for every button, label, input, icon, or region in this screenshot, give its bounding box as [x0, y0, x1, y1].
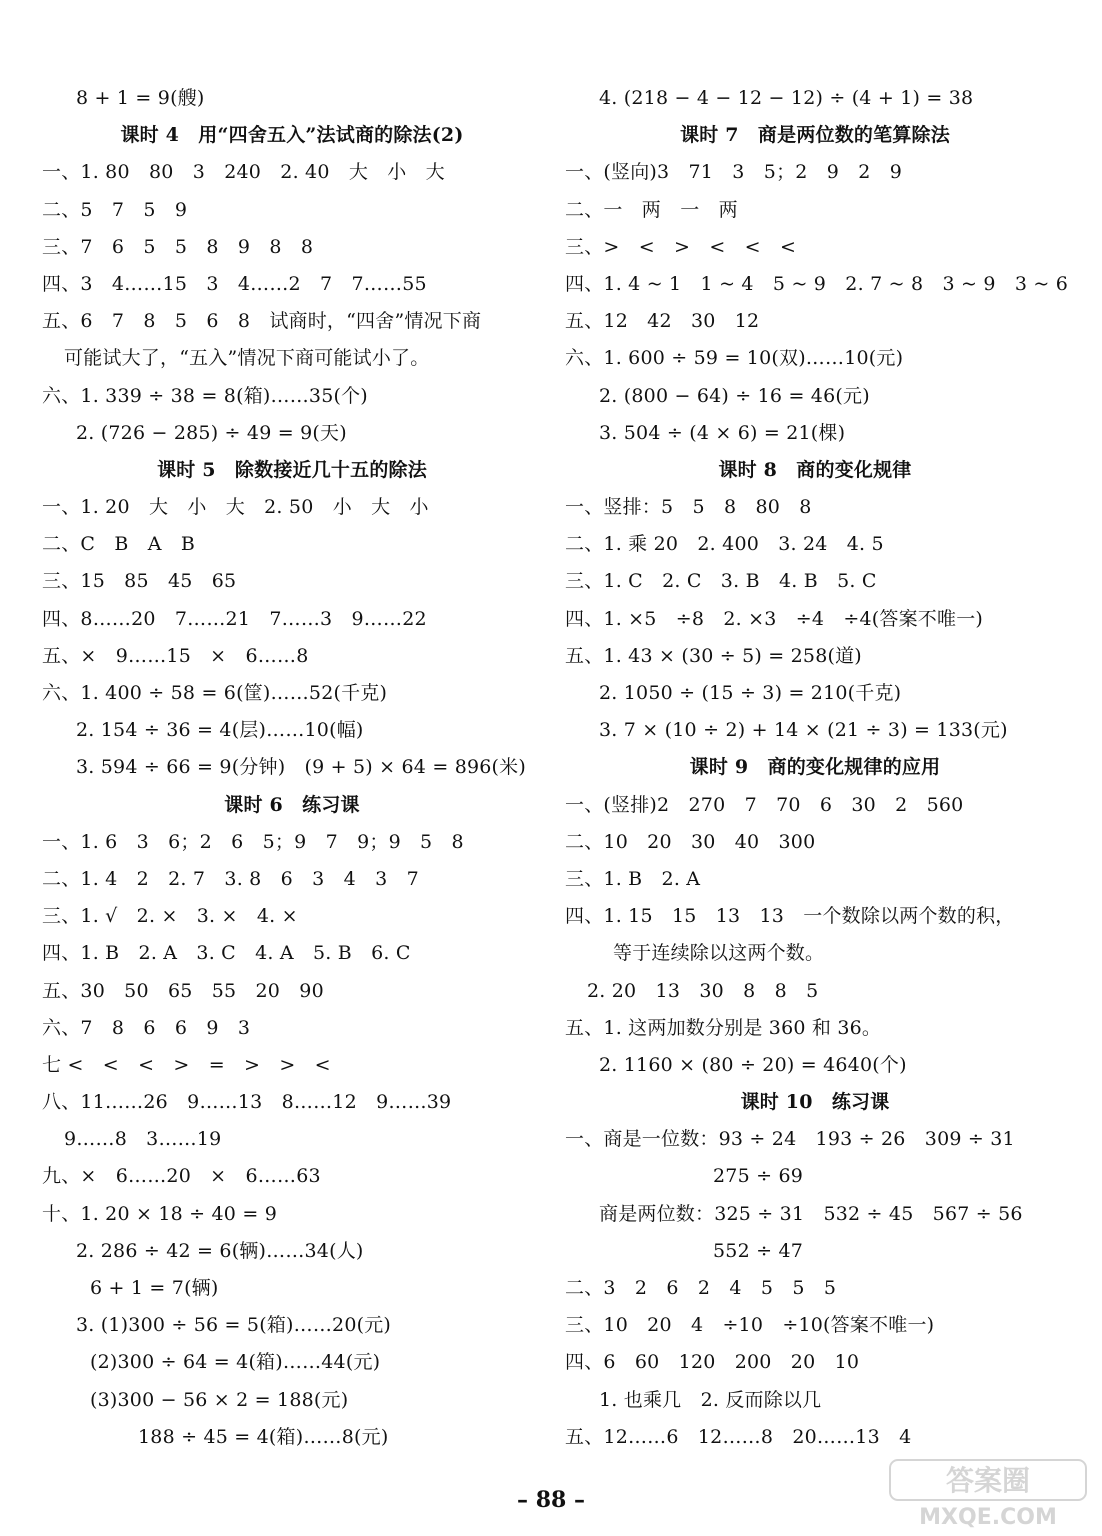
- answer-line: 等于连续除以这两个数。: [613, 942, 825, 965]
- answer-line: 五、6 7 8 5 6 8 试商时，“四舍”情况下商: [42, 310, 482, 333]
- answer-line: 3. 504 ÷ (4 × 6) = 21(棵): [599, 421, 846, 444]
- answer-line: 一、1. 20 大 小 大 2. 50 小 大 小: [42, 496, 429, 519]
- answer-line: 五、12 42 30 12: [565, 310, 760, 333]
- answer-line: 三、10 20 4 ÷10 ÷10(答案不唯一): [565, 1314, 935, 1337]
- answer-line: (3)300 − 56 × 2 = 188(元): [90, 1388, 349, 1411]
- answer-line: 七 < < < > = > > <: [42, 1053, 331, 1076]
- answer-line: 一、1. 6 3 6；2 6 5；9 7 9；9 5 8: [42, 830, 464, 853]
- answer-line: 九、× 6……20 × 6……63: [42, 1165, 321, 1188]
- answer-line: 一、1. 80 80 3 240 2. 40 大 小 大: [42, 161, 445, 184]
- answer-line: 552 ÷ 47: [713, 1239, 804, 1262]
- answer-line: 五、12……6 12……8 20……13 4: [565, 1425, 912, 1448]
- answer-line: 四、1. 4 ~ 1 1 ~ 4 5 ~ 9 2. 7 ~ 8 3 ~ 9 3 ~ 6: [565, 272, 1068, 295]
- answer-line: 二、1. 乘 20 2. 400 3. 24 4. 5: [565, 533, 884, 556]
- answer-line: 3. 7 × (10 ÷ 2) + 14 × (21 ÷ 3) = 133(元): [599, 719, 1008, 742]
- answer-line: 可能试大了，“五入”情况下商可能试小了。: [64, 347, 430, 370]
- answer-line: 188 ÷ 45 = 4(箱)……8(元): [138, 1425, 389, 1448]
- left-column: [42, 80, 542, 1456]
- lesson-heading: 课时 5 除数接近几十五的除法: [157, 458, 427, 481]
- answer-line: 五、1. 这两加数分别是 360 和 36。: [565, 1016, 882, 1039]
- answer-line: 2. 286 ÷ 42 = 6(辆)……34(人): [76, 1239, 364, 1262]
- answer-line: 2. 1050 ÷ (15 ÷ 3) = 210(千克): [599, 682, 902, 704]
- lesson-heading: 课时 9 商的变化规律的应用: [689, 756, 941, 779]
- lesson-heading: 课时 6 练习课: [224, 793, 360, 816]
- answer-line: 2. (726 − 285) ÷ 49 = 9(天): [76, 421, 347, 444]
- answer-line: 6 + 1 = 7(辆): [90, 1277, 219, 1299]
- answer-line: 4. (218 − 4 − 12 − 12) ÷ (4 + 1) = 38: [599, 87, 974, 109]
- answer-line: 四、1. ×5 ÷8 2. ×3 ÷4 ÷4(答案不唯一): [565, 607, 984, 630]
- answer-line: 3. 594 ÷ 66 = 9(分钟) (9 + 5) × 64 = 896(米): [76, 756, 526, 779]
- answer-line: 六、7 8 6 6 9 3: [42, 1016, 251, 1039]
- answer-line: 二、1. 4 2 2. 7 3. 8 6 3 4 3 7: [42, 867, 419, 890]
- answer-line: 六、1. 339 ÷ 38 = 8(箱)……35(个): [42, 384, 368, 407]
- lesson-heading: 课时 10 练习课: [740, 1091, 890, 1114]
- watermark-logo: [888, 1458, 1088, 1530]
- answer-line: 十、1. 20 × 18 ÷ 40 = 9: [42, 1202, 277, 1225]
- answer-line: 2. 154 ÷ 36 = 4(层)……10(幅): [76, 719, 364, 742]
- answer-line: 商是两位数：325 ÷ 31 532 ÷ 45 567 ÷ 56: [599, 1202, 1023, 1225]
- answer-line: 五、1. 43 × (30 ÷ 5) = 258(道): [565, 644, 862, 667]
- answer-line: 三、1. B 2. A: [565, 867, 701, 890]
- answer-line: 四、1. B 2. A 3. C 4. A 5. B 6. C: [42, 942, 411, 965]
- answer-line: 六、1. 600 ÷ 59 = 10(双)……10(元): [565, 347, 904, 370]
- answer-line: 一、(竖向)3 71 3 5；2 9 2 9: [565, 161, 903, 184]
- watermark-text: MXQE.COM: [919, 1505, 1057, 1530]
- answer-line: 四、8……20 7……21 7……3 9……22: [42, 607, 427, 630]
- answer-line: 三、7 6 5 5 8 9 8 8: [42, 235, 314, 258]
- answer-line: 六、1. 400 ÷ 58 = 6(筐)……52(千克): [42, 682, 388, 704]
- answer-line: 二、C B A B: [42, 533, 195, 556]
- answer-line: 三、> < > < < <: [565, 235, 797, 258]
- right-column: [565, 80, 1068, 1456]
- lesson-heading: 课时 4 用“四舍五入”法试商的除法(2): [120, 124, 464, 147]
- answer-line: 一、商是一位数：93 ÷ 24 193 ÷ 26 309 ÷ 31: [565, 1128, 1015, 1151]
- answer-line: 四、1. 15 15 13 13 一个数除以两个数的积，: [565, 905, 1015, 928]
- answer-line: 三、1. √ 2. × 3. × 4. ×: [42, 905, 298, 928]
- answer-line: 2. 20 13 30 8 8 5: [587, 979, 819, 1002]
- answer-line: 8 + 1 = 9(艘): [76, 87, 205, 109]
- answer-line: 3. (1)300 ÷ 56 = 5(箱)……20(元): [76, 1314, 392, 1337]
- answer-line: 一、竖排：5 5 8 80 8: [565, 496, 812, 519]
- answer-line: 二、5 7 5 9: [42, 198, 188, 221]
- answer-line: 9……8 3……19: [64, 1128, 222, 1151]
- answer-line: 三、15 85 45 65: [42, 570, 237, 593]
- answer-line: 一、(竖排)2 270 7 70 6 30 2 560: [565, 793, 964, 816]
- svg-text:答案圈: 答案圈: [945, 1464, 1031, 1497]
- answer-line: 1. 也乘几 2. 反而除以几: [599, 1388, 822, 1411]
- lesson-heading: 课时 7 商是两位数的笔算除法: [680, 124, 950, 147]
- answer-line: 2. (800 − 64) ÷ 16 = 46(元): [599, 384, 870, 407]
- lesson-heading: 课时 8 商的变化规律: [718, 458, 912, 481]
- answer-line: 二、10 20 30 40 300: [565, 830, 816, 853]
- answer-line: 275 ÷ 69: [713, 1165, 804, 1188]
- answer-line: 二、一 两 一 两: [565, 198, 738, 221]
- answer-line: 四、6 60 120 200 20 10: [565, 1351, 860, 1374]
- answer-line: 二、3 2 6 2 4 5 5 5: [565, 1277, 837, 1299]
- answer-line: 五、30 50 65 55 20 90: [42, 979, 324, 1002]
- answer-line: 2. 1160 × (80 ÷ 20) = 4640(个): [599, 1053, 907, 1076]
- answer-line: 八、11……26 9……13 8……12 9……39: [42, 1091, 452, 1114]
- answer-line: 五、× 9……15 × 6……8: [42, 644, 309, 667]
- answer-line: (2)300 ÷ 64 = 4(箱)……44(元): [90, 1351, 381, 1374]
- page-number: – 88 –: [517, 1487, 585, 1513]
- answer-line: 四、3 4……15 3 4……2 7 7……55: [42, 272, 427, 295]
- answer-line: 三、1. C 2. C 3. B 4. B 5. C: [565, 570, 877, 593]
